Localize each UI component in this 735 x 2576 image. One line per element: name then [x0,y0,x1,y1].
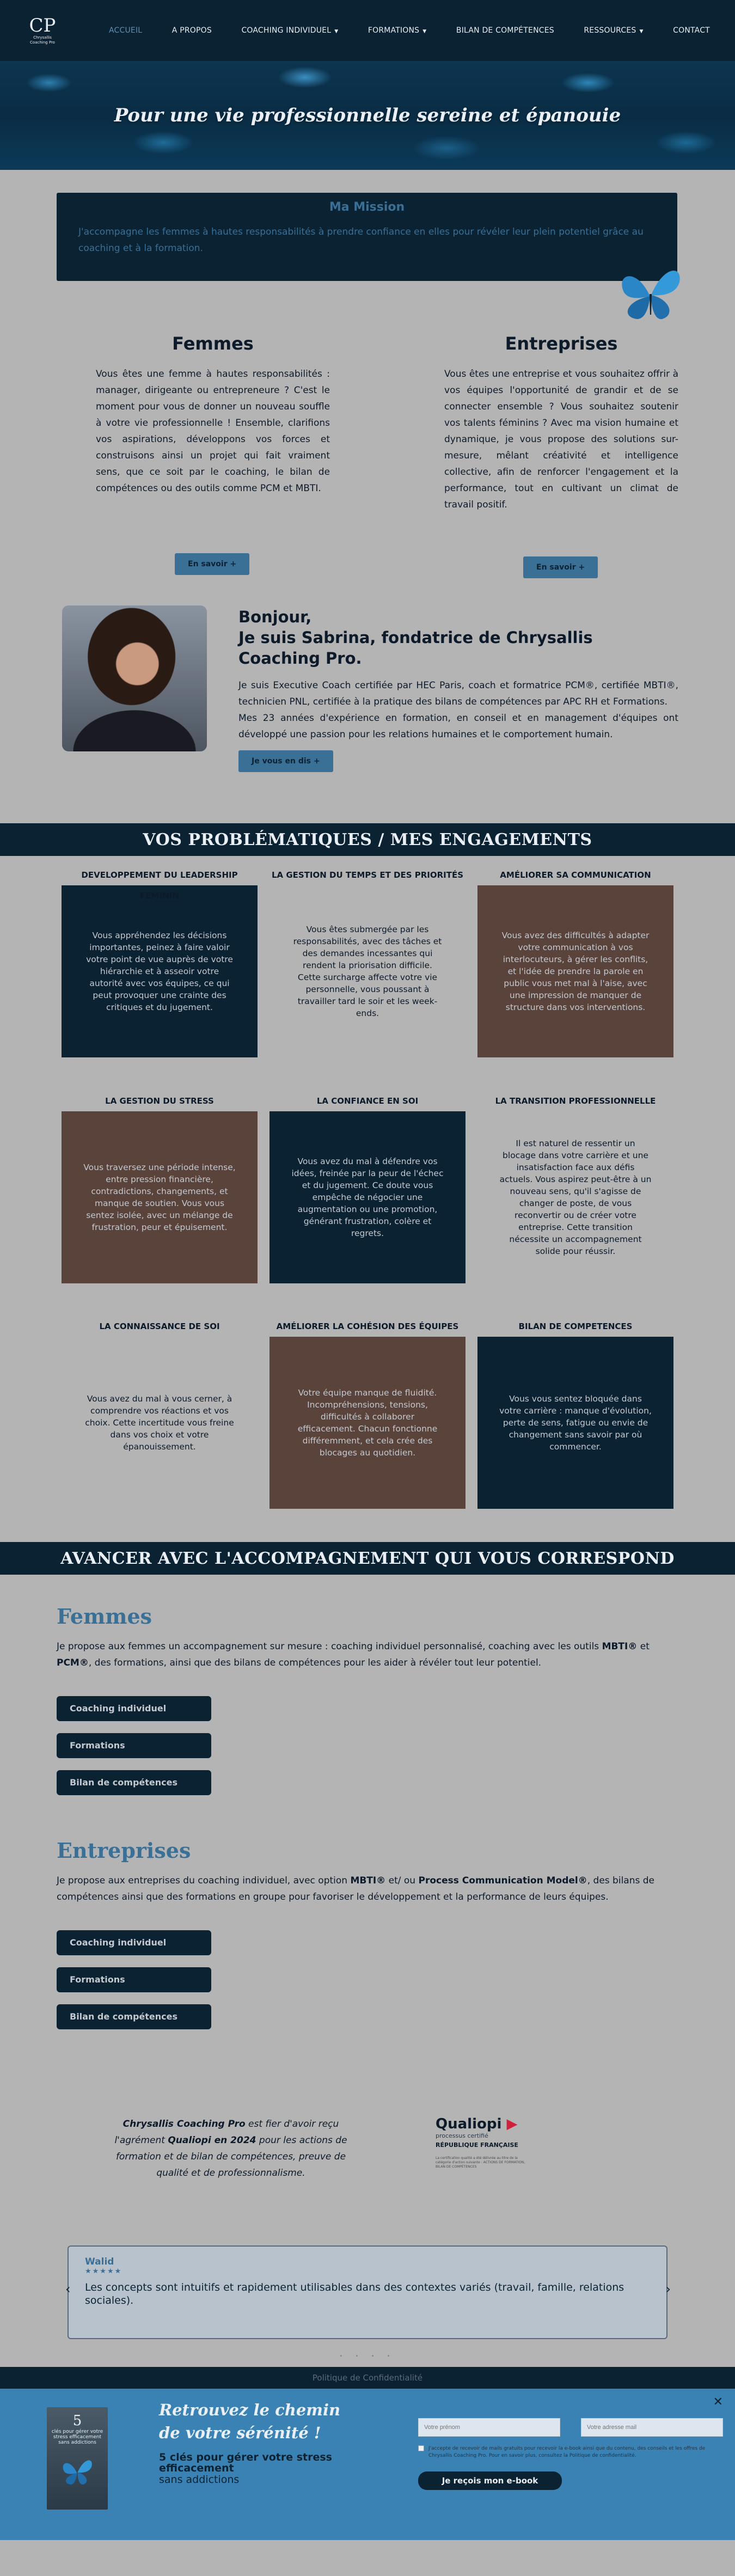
logo[interactable] [25,11,60,50]
problem-cell [62,865,258,1067]
problem-cell [62,1316,258,1519]
problem-title: BILAN DE COMPETENCES [518,1321,633,1332]
bio-text-1: Je suis Executive Coach certifiée par HEC Paris, coach et formatrice PCM®, certifiée MBTI®, technicien PNL, certifiée à la pratique des bilans de compétences par APC RH et Formations. [238,680,678,707]
qualiopi-fine-print: La certification qualité a été délivrée au titre de la catégorie d'action suivante : ACTIONS DE FORMATION, BILAN DE COMPÉTENCES [436,2156,525,2169]
nav-item-contact[interactable]: CONTACT [673,26,710,35]
get-ebook-button[interactable]: Je reçois mon e-book [418,2471,562,2490]
problem-text: Vous avez du mal à vous cerner, à comprendre vos réactions et vos choix. Cette incertitude vous freine dans vos choix et votre épanouissement. [85,1394,234,1452]
consent-row [418,2445,723,2459]
problem-text: Vous avez des difficultés à adapter votre communication à vos interlocuteurs, à gérer les conflits, et l'idée de prendre la parole en public vous met mal à l'aise, avec une impression de manquer de structure dans vos interventions. [501,931,650,1012]
problems-title: VOS PROBLÉMATIQUES / MES ENGAGEMENTS [143,830,592,849]
problem-card [477,885,673,1057]
problem-card [62,1337,258,1509]
problem-cell [270,1091,465,1293]
problem-text: Vous avez du mal à défendre vos idées, freinée par la peur de l'échec et du jugement. Ce doute vous empêche de négocier une augmentation ou une promotion, générant frustration, colère et regrets. [291,1156,444,1238]
nav-item-coaching-individuel[interactable]: COACHING INDIVIDUEL ▼ [241,26,339,35]
problem-title: DEVELOPPEMENT DU LEADERSHIP FEMININ [81,870,238,901]
femmes-title: Femmes [172,333,254,354]
testimonial-section [0,2245,735,2359]
problem-card [270,1337,465,1509]
republique-label: RÉPUBLIQUE FRANÇAISE [436,2141,518,2149]
hero-banner [0,61,735,170]
femmes-text: Vous êtes une femme à hautes responsabilités : manager, dirigeante ou entrepreneure ? C'est le moment pour vous de donner un nouveau souffle à votre vie professionnelle ! Ensemble, clarifions vos aspirations, développons vos forces et construisons ainsi un projet qui fait vraiment sens, que ce soit par le coaching, le bilan de compétences ou des outils comme PCM et MBTI. [96,369,330,494]
problem-title: AMÉLIORER LA COHÉSION DES ÉQUIPES [276,1321,459,1332]
problem-text: Votre équipe manque de fluidité. Incompréhensions, tensions, difficultés à collaborer efficacement. Chacun fonctionne différemment, et cela crée des blocages au quotidien. [297,1388,438,1458]
audience-columns [0,333,735,605]
problem-title: LA GESTION DU TEMPS ET DES PRIORITÉS [271,870,464,880]
popup-title: Retrouvez le chemin de votre sérénité ! [159,2401,341,2442]
nav-item-bilan[interactable]: BILAN DE COMPÉTENCES [456,26,554,35]
problems-grid [0,856,735,1542]
problem-text: Vous appréhendez les décisions importantes, peinez à faire valoir votre point de vue auprès de votre hiérarchie et à asseoir votre autorité avec vos équipes, ce qui peut provoquer une crainte des critiques et du jugement. [86,931,233,1012]
testimonial-card [65,2245,671,2339]
carousel-dots[interactable]: • • • • [339,2353,396,2359]
testimonial-author: Walid [85,2256,114,2267]
problem-text: Vous êtes submergée par les responsabilités, avec des tâches et des demandes incessantes qui rendent la priorisation difficile. Cette surcharge affecte votre vie personnelle, vous poussant à travailler tard le soir et les week-ends. [293,925,442,1018]
chevron-right-icon[interactable]: › [665,2281,671,2297]
femmes-column [96,333,330,605]
femmes-bilan-button[interactable]: Bilan de compétences [57,1770,211,1795]
main-nav [109,26,710,35]
problem-text: Vous traversez une période intense, entre pression financière, contradictions, changements, et manque de soutien. Vous vous sentez isolée, avec un mélange de frustration, peur et épuisement. [83,1162,236,1232]
problem-card [477,1111,673,1283]
problem-cell [477,1316,673,1519]
bio-name: Je suis Sabrina, fondatrice de Chrysallis Coaching Pro. [238,628,593,668]
ebook-popup [0,2389,735,2540]
email-input[interactable] [581,2418,723,2437]
problem-cell [62,1091,258,1293]
bio-body [238,605,678,823]
mission-title: Ma Mission [329,200,405,214]
popup-form [418,2418,723,2540]
problem-card [62,885,258,1057]
problem-title: LA CONFIANCE EN SOI [316,1096,419,1106]
hero-title: Pour une vie professionnelle sereine et épanouie [114,105,621,126]
femmes-formations-button[interactable]: Formations [57,1733,211,1758]
acc-femmes [0,1575,735,1838]
chevron-down-icon: ▼ [639,29,644,34]
close-icon[interactable]: ✕ [713,2395,723,2409]
site-footer [0,2367,735,2389]
testimonial-text: Les concepts sont intuitifs et rapidement utilisables dans des contextes variés (travail, famille, relations sociales). [85,2281,624,2306]
logo-subtitle: Chrysallis Coaching Pro [30,35,55,45]
popup-subtitle: 5 clés pour gérer votre stress efficacement [159,2451,332,2474]
mission-text: J'accompagne les femmes à hautes responsabilités à prendre confiance en elles pour révéler leur plein potentiel grâce au coaching et à la formation. [78,227,644,254]
popup-text [159,2398,366,2540]
acc-entreprises-title: Entreprises [57,1838,191,1863]
entreprises-title: Entreprises [505,333,618,354]
accompaniment-band [0,1542,735,1575]
acc-femmes-text: Je propose aux femmes un accompagnement sur mesure : coaching individuel personnalisé, coaching avec les outils MBTI® et PCM®, des formations, ainsi que des bilans de compétences pour les aider à révéler tout leur potentiel. [57,1641,650,1668]
problem-title: LA TRANSITION PROFESSIONNELLE [495,1096,656,1106]
nav-item-a-propos[interactable]: A PROPOS [171,26,212,35]
entreprises-text: Vous êtes une entreprise et vous souhaitez offrir à vos équipes l'opportunité de grandir et de se connecter ensemble ? Vous souhaitez soutenir vos talents féminins ? Avec ma vision humaine et dynamique, je vous propose des solutions sur-mesure, mêlant créativité et intelligence collective, afin de renforcer l'engagement et la performance, tout en cultivant un climat de travail positif. [444,369,678,510]
butterfly-icon [615,262,686,328]
entreprises-formations-button[interactable]: Formations [57,1967,211,1992]
logo-monogram: CP [29,15,56,36]
problem-text: Il est naturel de ressentir un blocage dans votre carrière et une insatisfaction face aux défis actuels. Vous aspirez peut-être à un nouveau sens, qu'il s'agisse de changer de poste, de vous reconvertir ou de créer votre entreprise. Cette transition nécessite un accompagnement solide pour réussir. [499,1138,652,1256]
first-name-input[interactable] [418,2418,560,2437]
mission-box [57,193,677,281]
bio-section [0,605,735,823]
chevron-down-icon: ▼ [334,29,339,34]
acc-femmes-title: Femmes [57,1604,152,1629]
privacy-link[interactable]: Politique de Confidentialité [312,2373,423,2383]
founder-portrait [62,605,207,751]
nav-item-ressources[interactable]: RESSOURCES ▼ [584,26,644,35]
nav-item-formations[interactable]: FORMATIONS ▼ [367,26,427,35]
femmes-more-button[interactable]: En savoir + [175,553,249,575]
chevron-down-icon: ▼ [422,29,427,34]
problem-card [62,1111,258,1283]
bio-greeting: Bonjour, [238,608,312,626]
problem-text: Vous vous sentez bloquée dans votre carrière : manque d'évolution, perte de sens, fatigue ou envie de changement sans savoir par où commencer. [499,1394,652,1452]
problem-title: AMÉLIORER SA COMMUNICATION [500,870,651,880]
consent-checkbox[interactable] [418,2445,424,2451]
problems-band [0,823,735,856]
nav-item-accueil[interactable]: ACCUEIL [109,26,143,35]
problem-cell [477,865,673,1067]
problem-cell [270,865,465,1067]
mission-section [0,170,735,333]
entreprises-coaching-button[interactable]: Coaching individuel [57,1930,211,1955]
qualiopi-section [0,2116,735,2245]
popup-subtitle-2: sans addictions [159,2474,240,2486]
qualiopi-logo: Qualiopi ▶ processus certifié RÉPUBLIQUE FRANÇAISE La certification qualité a été délivrée au titre de la catégorie d'action suivante : ACTIONS DE FORMATION, BILAN DE COMPÉTENCES [436,2116,531,2245]
problem-cell [477,1091,673,1293]
bio-more-button[interactable]: Je vous en dis + [238,750,333,772]
entreprises-bilan-button[interactable]: Bilan de compétences [57,2004,211,2029]
butterfly-icon [58,2456,97,2489]
accompaniment-title: AVANCER AVEC L'ACCOMPAGNEMENT QUI VOUS CORRESPOND [60,1549,675,1568]
acc-entreprises-text: Je propose aux entreprises du coaching individuel, avec option MBTI® et/ ou Process Communication Model®, des bilans de compétences ainsi que des formations en groupe pour favoriser le développement et la performance de leurs équipes. [57,1875,654,1902]
problem-title: LA CONNAISSANCE DE SOI [99,1321,220,1332]
site-header [0,0,735,61]
consent-text: J'accepte de recevoir de mails gratuits pour recevoir la e-book ainsi que du contenu, des conseils et les offres de Chrysallis Coaching Pro. Pour en savoir plus, consultez la Politique de confidentialité. [428,2446,706,2458]
acc-entreprises [0,1838,735,2116]
problem-title: LA GESTION DU STRESS [105,1096,214,1106]
problem-card [270,1111,465,1283]
entreprises-more-button[interactable]: En savoir + [523,556,598,578]
chevron-left-icon[interactable]: ‹ [65,2281,71,2297]
problem-card [477,1337,673,1509]
ebook-cover: 5 clés pour gérer votre stress efficacement sans addictions [47,2407,108,2510]
problem-cell [270,1316,465,1519]
femmes-coaching-button[interactable]: Coaching individuel [57,1696,211,1721]
qualiopi-text: Chrysallis Coaching Pro est fier d'avoir reçu l'agrément Qualiopi en 2024 pour les actions de formation et de bilan de compétences, preuve de qualité et de professionnalisme. [114,2119,347,2179]
bio-text-2: Mes 23 années d'expérience en formation, en conseil et en management d'équipes ont développé une passion pour les relations humaines et le comportement humain. [238,713,678,740]
star-rating-icon: ★★★★★ [85,2267,122,2275]
qualiopi-arrow-icon: ▶ [506,2116,518,2132]
problem-card [270,885,465,1057]
entreprises-column [444,333,678,605]
